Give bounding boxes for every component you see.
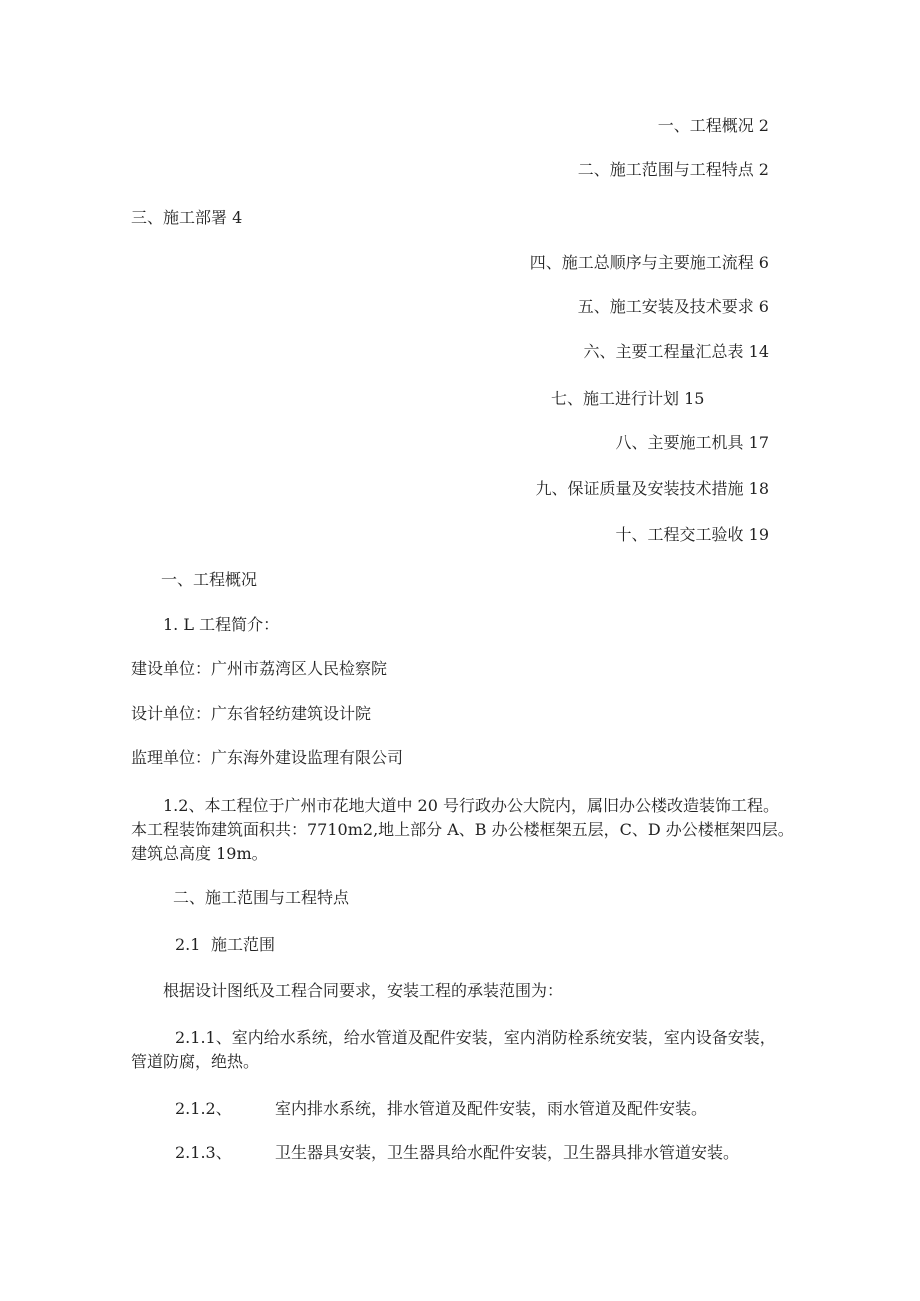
item-2-1-2-text: 室内排水系统，排水管道及配件安装，雨水管道及配件安装。 bbox=[275, 1099, 708, 1118]
toc-item-6[interactable]: 六、主要工程量汇总表 14 bbox=[583, 342, 769, 361]
supervisor-unit: 监理单位：广东海外建设监理有限公司 bbox=[131, 748, 404, 767]
section1-sub1: 1. L 工程简介： bbox=[163, 615, 280, 634]
item-2-1-2-number: 2.1.2、 bbox=[175, 1099, 232, 1118]
toc-item-5[interactable]: 五、施工安装及技术要求 6 bbox=[577, 297, 769, 316]
toc-item-2[interactable]: 二、施工范围与工程特点 2 bbox=[577, 160, 769, 179]
item-2-1-3-number: 2.1.3、 bbox=[175, 1143, 232, 1162]
section2-sub-title: 施工范围 bbox=[211, 935, 276, 954]
section2-sub-number: 2.1 bbox=[175, 935, 201, 954]
para-1-2-line3: 建筑总高度 19m。 bbox=[131, 844, 268, 863]
toc-item-9[interactable]: 九、保证质量及安装技术措施 18 bbox=[535, 479, 769, 498]
toc-item-10[interactable]: 十、工程交工验收 19 bbox=[615, 525, 769, 544]
para-1-2-line2: 本工程装饰建筑面积共：7710m2,地上部分 A、B 办公楼框架五层，C、D 办公楼框架四层。 bbox=[131, 820, 794, 839]
toc-item-1[interactable]: 一、工程概况 2 bbox=[657, 116, 769, 135]
item-2-1-1-line1: 2.1.1、室内给水系统，给水管道及配件安装，室内消防栓系统安装，室内设备安装， bbox=[175, 1028, 776, 1047]
toc-item-4[interactable]: 四、施工总顺序与主要施工流程 6 bbox=[529, 253, 769, 272]
para-1-2-line1: 1.2、本工程位于广州市花地大道中 20 号行政办公大院内，属旧办公楼改造装饰工程。 bbox=[163, 796, 779, 815]
section1-heading: 一、工程概况 bbox=[161, 570, 258, 589]
toc-item-7[interactable]: 七、施工进行计划 15 bbox=[551, 389, 705, 408]
item-2-1-1-line2: 管道防腐，绝热。 bbox=[131, 1052, 260, 1071]
toc-item-8[interactable]: 八、主要施工机具 17 bbox=[615, 433, 769, 452]
item-2-1-3-text: 卫生器具安装，卫生器具给水配件安装，卫生器具排水管道安装。 bbox=[275, 1143, 740, 1162]
section2-intro: 根据设计图纸及工程合同要求，安装工程的承装范围为： bbox=[163, 981, 564, 1000]
toc-item-3[interactable]: 三、施工部署 4 bbox=[131, 208, 243, 227]
section2-heading: 二、施工范围与工程特点 bbox=[173, 888, 350, 907]
builder-unit: 建设单位：广州市荔湾区人民检察院 bbox=[131, 659, 388, 678]
designer-unit: 设计单位：广东省轻纺建筑设计院 bbox=[131, 704, 372, 723]
